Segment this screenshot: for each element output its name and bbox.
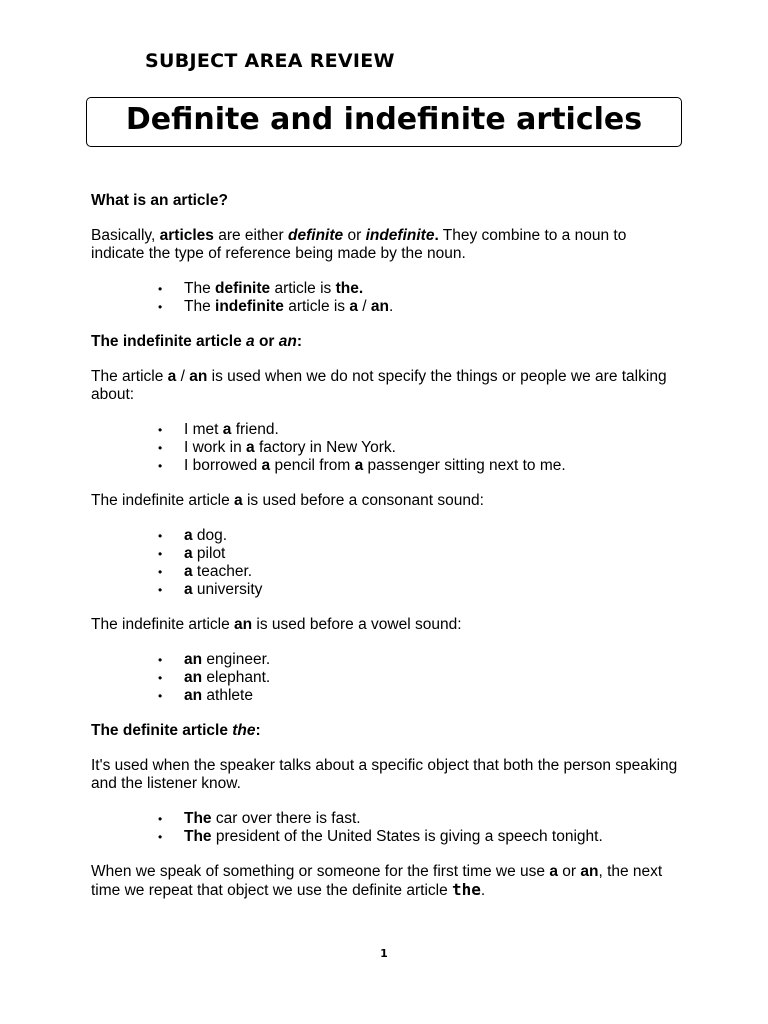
list-item: • I borrowed a pencil from a passenger sitting next to me. (184, 457, 681, 475)
list-item: • a university (184, 581, 681, 599)
definite-examples-list (91, 810, 681, 846)
intro-paragraph: Basically, articles are either definite or indefinite. They combine to a noun to indicate the type of reference being made by the noun. (91, 227, 627, 262)
list-item: • an elephant. (184, 669, 681, 687)
page-title: Definite and indefinite articles (125, 102, 643, 137)
list-item: • The definite article is the. (184, 280, 681, 298)
list-item: • I met a friend. (184, 421, 681, 439)
definite-heading: The definite article the: (91, 722, 261, 739)
subject-header: SUBJECT AREA REVIEW (145, 50, 395, 72)
indefinite-heading: The indefinite article a or an: (91, 333, 303, 350)
list-item: • a teacher. (184, 563, 681, 581)
list-item: • a dog. (184, 527, 681, 545)
list-item: • I work in a factory in New York. (184, 439, 681, 457)
vowel-examples-list (91, 651, 681, 705)
indefinite-paragraph: The article a / an is used when we do not specify the things or people we are talking about: (91, 368, 667, 403)
question-heading: What is an article? (91, 192, 228, 209)
list-item: • The car over there is fast. (184, 810, 681, 828)
article-types-list (91, 280, 681, 316)
definite-paragraph: It's used when the speaker talks about a specific object that both the person speaking and the listener know. (91, 757, 678, 792)
document-body (91, 192, 681, 917)
list-item: • The indefinite article is a / an. (184, 298, 681, 316)
vowel-paragraph: The indefinite article an is used before a vowel sound: (91, 616, 462, 633)
indefinite-examples-list (91, 421, 681, 475)
consonant-paragraph: The indefinite article a is used before a consonant sound: (91, 492, 484, 509)
page-number: 1 (380, 947, 388, 960)
list-item: • an engineer. (184, 651, 681, 669)
list-item: • a pilot (184, 545, 681, 563)
final-paragraph: When we speak of something or someone for the first time we use a or an, the next time we repeat that object we use the definite article the. (91, 863, 663, 899)
list-item: • The president of the United States is giving a speech tonight. (184, 828, 681, 846)
consonant-examples-list (91, 527, 681, 599)
list-item: • an athlete (184, 687, 681, 705)
title-box (86, 97, 682, 147)
